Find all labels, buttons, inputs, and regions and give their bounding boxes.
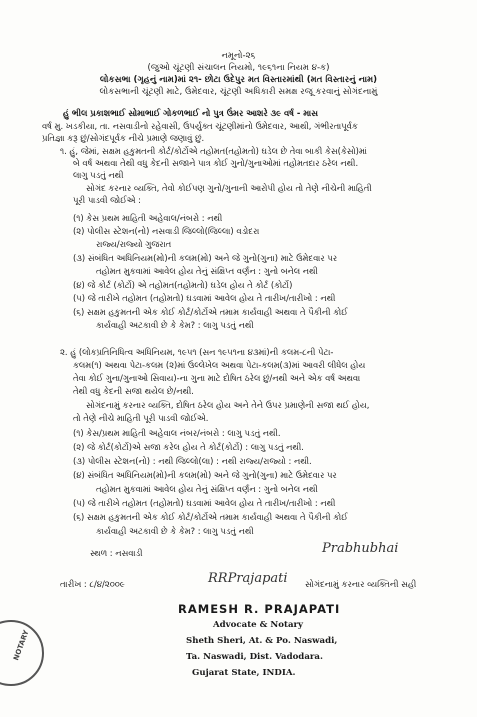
intro-line-1: હું ભીલ પ્રકાશભાઈ સોમાભાઈ ગોકળભાઈ નો પુત્ર ઉંમર આશરે ૩૯ વર્ષ - માસ [63, 108, 318, 118]
section2-para-6: તો તેણે નીચે માહિતી પૂરી પાડવી જોઈએ. [73, 413, 209, 423]
stamp-address-1: Sheth Sheri, At. & Po. Naswadi, [186, 636, 338, 646]
section2-para-3: તેવા કોઈ ગુના/ગુનાઓ સિવાય)-ના ગુના માટે દોષિત ઠરેલ છું/નથી અને એક વર્ષ અથવા [73, 373, 361, 383]
section2-item-5: (૫) જે તારીખે તહોમત (તહોમતો) ઘડવામાં આવેલ હોય તે તારીખ/તારીખો : નથી [73, 498, 336, 508]
intro-line-3: પ્રતિજ્ઞા કરૂ છું/સોગંદપૂર્વક નીચે પ્રમાણે જણાવું છું. [42, 133, 205, 143]
section1-para-2: બે વર્ષ અથવા તેથી વધુ કેદની સજાને પાત્ર કોઈ ગુનો/ગુનાઓમાં તહોમતદાર ઠરેલ નથી. [73, 158, 359, 168]
section1-para-5: પૂરી પાડવી જોઈએ : [73, 195, 141, 205]
section2-para-4: તેથી વધુ કેદની સજા થયેલ છે/નથી. [73, 386, 194, 396]
notary-seal-text: NOTARY [12, 629, 31, 662]
section2-para-5: સોગંદનામું કરનાર વ્યક્તિ, દોષિત ઠરેલ હોય અને તેને ઉપર પ્રમાણેની સજા થઈ હોય, [86, 400, 370, 410]
section1-item-1: (૧) કેસ પ્રથમ માહિતી અહેવાલ/નંબરો : નથી [73, 213, 223, 223]
deponent-signature: Prabhubhai [322, 541, 399, 556]
affidavit-title: લોકસભાની ચૂંટણી માટે, ઉમેદવાર, ચૂંટણી અધિકારી સમક્ષ રજૂ કરવાનું સોગંદનામું [99, 87, 378, 97]
rule-reference: (જુઓ ચૂંટણી સંચાલન નિયમો, ૧૯૬૧ના નિયમ ૪-ક) [147, 63, 330, 73]
section2-item-6b: કાર્યવાહી અટકાવી છે કે કેમ? : લાગુ પડતું નથી [96, 526, 254, 536]
section1-para-4: સોગંદ કરનાર વ્યક્તિ, તેવો કોઈપણ ગુનો/ગુનાની આરોપી હોય તો તેણે નીચેની માહિતી [86, 183, 372, 193]
section2-item-4b: તહોમત મુકવામાં આવેલ હોય તેનું સંક્ષિપ્ત વર્ણન : ગુનો બનેલ નથી [96, 484, 318, 494]
section1-item-6b: કાર્યવાહી અટકાવી છે કે કેમ? : લાગુ પડતું નથી [96, 320, 254, 330]
section1-item-2b: રાજ્ય/રાજ્યો ગુજરાત [96, 239, 172, 249]
stamp-name: RAMESH R. PRAJAPATI [178, 602, 341, 616]
section1-para-3: લાગુ પડતું નથી [73, 170, 124, 180]
section1-para-1: ૧. હું, જેમાં, સક્ષમ હકુમતની કોર્ટ/કોર્ટોએ તહોમત(તહોમતો) ઘડેલ છે તેવા બાકી કેસ(કેસો)માં [60, 146, 367, 156]
section2-para-1: ૨. હું (લોકપ્રતિનિધિત્વ અધિનિયમ, ૧૯૫૧ (સન ૧૯૫૧ના ૪૩માં)ની કલમ-૮ની પેટા- [60, 347, 334, 357]
deponent-signature-label: સોગંદનામું કરનાર વ્યક્તિની સહી [305, 579, 417, 589]
notary-signature: RRPrajapati [208, 571, 288, 586]
section2-item-6: (૬) સક્ષમ હકુમતની એક કોઈ કોર્ટ/કોર્ટોએ તમામ કાર્યવાહી અથવા તે પૈકીની કોઈ [73, 512, 348, 522]
section2-item-1: (૧) કેસ/પ્રથમ માહિતી અહેવાલ નંબર/નંબરો : લાગુ પડતું નથી. [73, 428, 281, 438]
section1-item-6: (૬) સક્ષમ હકુમતની એક કોઈ કોર્ટ/કોર્ટોએ તમામ કાર્યવાહી અથવા તે પૈકીની કોઈ [73, 307, 348, 317]
section2-item-3: (૩) પોલીસ સ્ટેશન(નો) : નથી જિલ્લો(લા) : નથી રાજ્ય/રાજ્યો : નથી. [73, 456, 312, 466]
place-line: સ્થળ : નસવાડી [90, 548, 143, 558]
section2-para-2: કલમ(૧) અથવા પેટા-કલમ (૨)માં ઉલ્લેખેલ અથવા પેટા-કલમ(૩)માં આવરી લીધેલ હોય [73, 360, 366, 370]
section2-item-4: (૪) સંબંધિત અધિનિયમ(મો)ની કલમ(મો) અને જે ગુનો(ગુના) માટે ઉમેદવાર પર [73, 470, 337, 480]
section1-item-3b: તહોમત મુકવામાં આવેલ હોય તેનું સંક્ષિપ્ત વર્ણન : ગુનો બનેલ નથી [96, 266, 318, 276]
section1-item-2: (૨) પોલીસ સ્ટેશન(નો) નસવાડી જિલ્લો(જિલ્લા) વડોદરા [73, 226, 260, 236]
intro-line-2: વર્ષ મુ. ખડકીયા, તા. નસવાડીનો રહેવાસી, ઉપર્યુક્ત ચૂંટણીમાંનો ઉમેદવાર, આથી, ગંભીરતાપૂર્વક [42, 121, 358, 131]
section1-item-5: (૫) જે તારીખે તહોમત (તહોમતો) ઘડવામાં આવેલ હોય તે તારીખ/તારીખો : નથી [73, 293, 336, 303]
date-line: તારીખ : ૮/૪/૨૦૦૯ [60, 579, 125, 589]
section1-item-3: (૩) સંબંધિત અધિનિયમ(મો)ની કલમ(મો) અને જે ગુનો(ગુના) માટે ઉમેદવાર પર [73, 253, 338, 263]
constituency-line: લોકસભા (ગૃહનું નામ)માં ૨૧- છોટા ઉદેપુર મત વિસ્તારમાંથી (મત વિસ્તારનું નામ) [99, 75, 378, 85]
stamp-title: Advocate & Notary [213, 620, 304, 630]
section2-item-2: (૨) જે કોર્ટ(કોર્ટો)એ સજા કરેલ હોય તે કોર્ટ(કોર્ટો) : લાગુ પડતું નથી. [73, 442, 304, 452]
stamp-address-3: Gujarat State, INDIA. [192, 668, 296, 678]
section1-item-4: (૪) જે કોર્ટ (કોર્ટો) એ તહોમત(તહોમતો) ઘડેલ હોય તે કોર્ટ (કોર્ટો) [73, 280, 293, 290]
form-number: નમૂનો-૨૬ [221, 51, 256, 61]
stamp-address-2: Ta. Naswadi, Dist. Vadodara. [186, 652, 323, 662]
